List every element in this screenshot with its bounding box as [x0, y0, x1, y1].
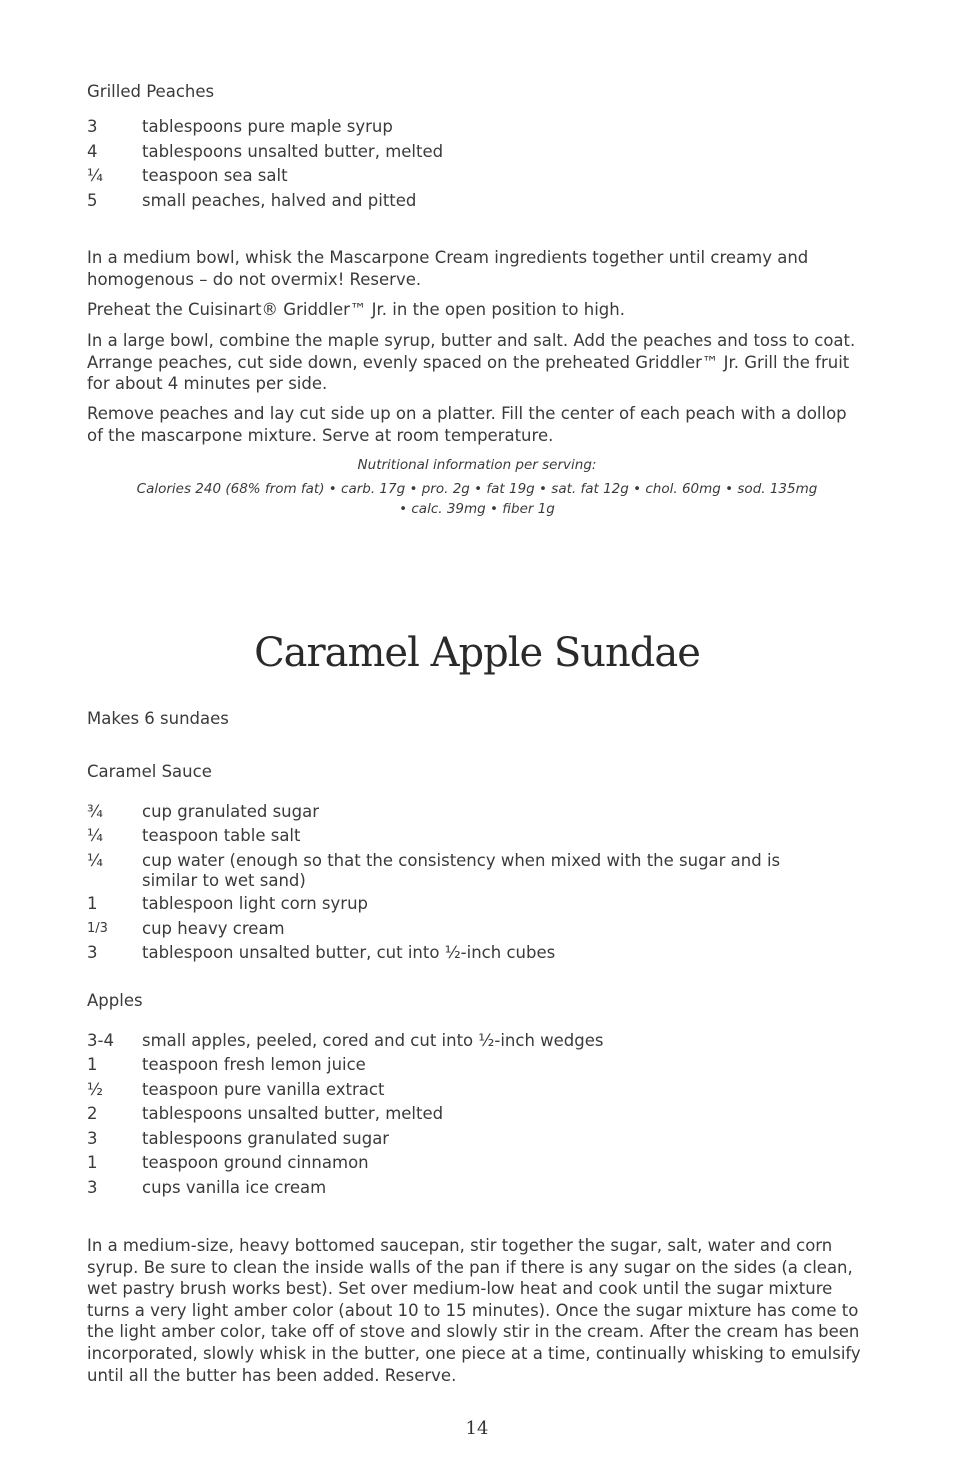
ingredient-desc: cup heavy cream: [142, 919, 285, 938]
page-number: 14: [465, 1418, 489, 1439]
instruction-paragraph: In a medium-size, heavy bottomed saucepan, stir together the sugar, salt, water and corn syrup. Be sure to clean the inside walls of the pan if there is any sugar on the sides (a clean, wet pastry brush works best). Set over medium-low heat and cook until the sugar mixture turns a very light amber color (about 10 to 15 minutes). Once the sugar mixture has come to the light amber color, take off of stove and slowly stir in the cream. After the cream has been incorporated, slowly whisk in the butter, one piece at a time, continually whisking to emulsify until all the butter has been added. Reserve.: [87, 1236, 861, 1385]
ingredient-desc: teaspoon ground cinnamon: [142, 1153, 369, 1172]
ingredient-qty: 5: [87, 191, 98, 210]
ingredient-desc: tablespoons unsalted butter, melted: [142, 142, 444, 161]
ingredient-desc: cups vanilla ice cream: [142, 1178, 327, 1197]
ingredient-desc: tablespoon light corn syrup: [142, 894, 369, 913]
ingredient-qty: 1: [87, 894, 98, 913]
ingredient-desc: teaspoon sea salt: [142, 166, 288, 185]
ingredient-desc: teaspoon pure vanilla extract: [142, 1080, 385, 1099]
ingredient-qty: 1/3: [87, 921, 108, 936]
recipe-page: [87, 0, 877, 1475]
nutrition-facts-line: Calories 240 (68% from fat) • carb. 17g • pro. 2g • fat 19g • sat. fat 12g • chol. 60mg • sod. 135mg: [136, 481, 818, 497]
ingredient-desc: tablespoons unsalted butter, melted: [142, 1104, 444, 1123]
caramel-sauce-heading: Caramel Sauce: [87, 762, 212, 781]
ingredient-desc: tablespoon unsalted butter, cut into ½-inch cubes: [142, 943, 556, 962]
instruction-paragraph: In a medium bowl, whisk the Mascarpone Cream ingredients together until creamy and homogenous – do not overmix! Reserve.: [87, 248, 809, 289]
instruction-paragraph: In a large bowl, combine the maple syrup, butter and salt. Add the peaches and toss to coat. Arrange peaches, cut side down, evenly spaced on the preheated Griddler™ Jr. Grill the fruit for about 4 minutes per side.: [87, 331, 856, 394]
recipe-title: Caramel Apple Sundae: [254, 630, 700, 676]
nutrition-facts-line: • calc. 39mg • fiber 1g: [399, 501, 555, 517]
ingredient-qty: ¾: [87, 802, 103, 821]
ingredient-qty: ¼: [87, 851, 103, 870]
ingredient-qty: 4: [87, 142, 98, 161]
ingredient-desc: teaspoon table salt: [142, 826, 301, 845]
ingredient-desc: tablespoons pure maple syrup: [142, 117, 393, 136]
ingredient-qty: 3: [87, 1129, 98, 1148]
ingredient-qty: 1: [87, 1153, 98, 1172]
ingredient-qty: ½: [87, 1080, 103, 1099]
ingredient-desc: cup granulated sugar: [142, 802, 319, 821]
ingredient-qty: 3: [87, 1178, 98, 1197]
ingredient-desc: cup water (enough so that the consistency when mixed with the sugar and is similar to wet sand): [142, 851, 781, 890]
nutrition-heading: Nutritional information per serving:: [357, 457, 597, 473]
ingredient-qty: 1: [87, 1055, 98, 1074]
grilled-peaches-heading: Grilled Peaches: [87, 82, 215, 101]
ingredient-desc: tablespoons granulated sugar: [142, 1129, 390, 1148]
ingredient-qty: 3: [87, 117, 98, 136]
ingredient-qty: 3: [87, 943, 98, 962]
ingredient-desc: small peaches, halved and pitted: [142, 191, 417, 210]
ingredient-qty: 2: [87, 1104, 98, 1123]
ingredient-qty: 3-4: [87, 1031, 114, 1050]
apples-heading: Apples: [87, 991, 143, 1010]
ingredient-desc: small apples, peeled, cored and cut into ½-inch wedges: [142, 1031, 604, 1050]
instruction-paragraph: Remove peaches and lay cut side up on a platter. Fill the center of each peach with a dollop of the mascarpone mixture. Serve at room temperature.: [87, 404, 847, 445]
recipe-yield: Makes 6 sundaes: [87, 709, 229, 728]
instruction-paragraph: Preheat the Cuisinart® Griddler™ Jr. in the open position to high.: [87, 300, 625, 319]
ingredient-desc: teaspoon fresh lemon juice: [142, 1055, 366, 1074]
ingredient-qty: ¼: [87, 826, 103, 845]
ingredient-qty: ¼: [87, 166, 103, 185]
